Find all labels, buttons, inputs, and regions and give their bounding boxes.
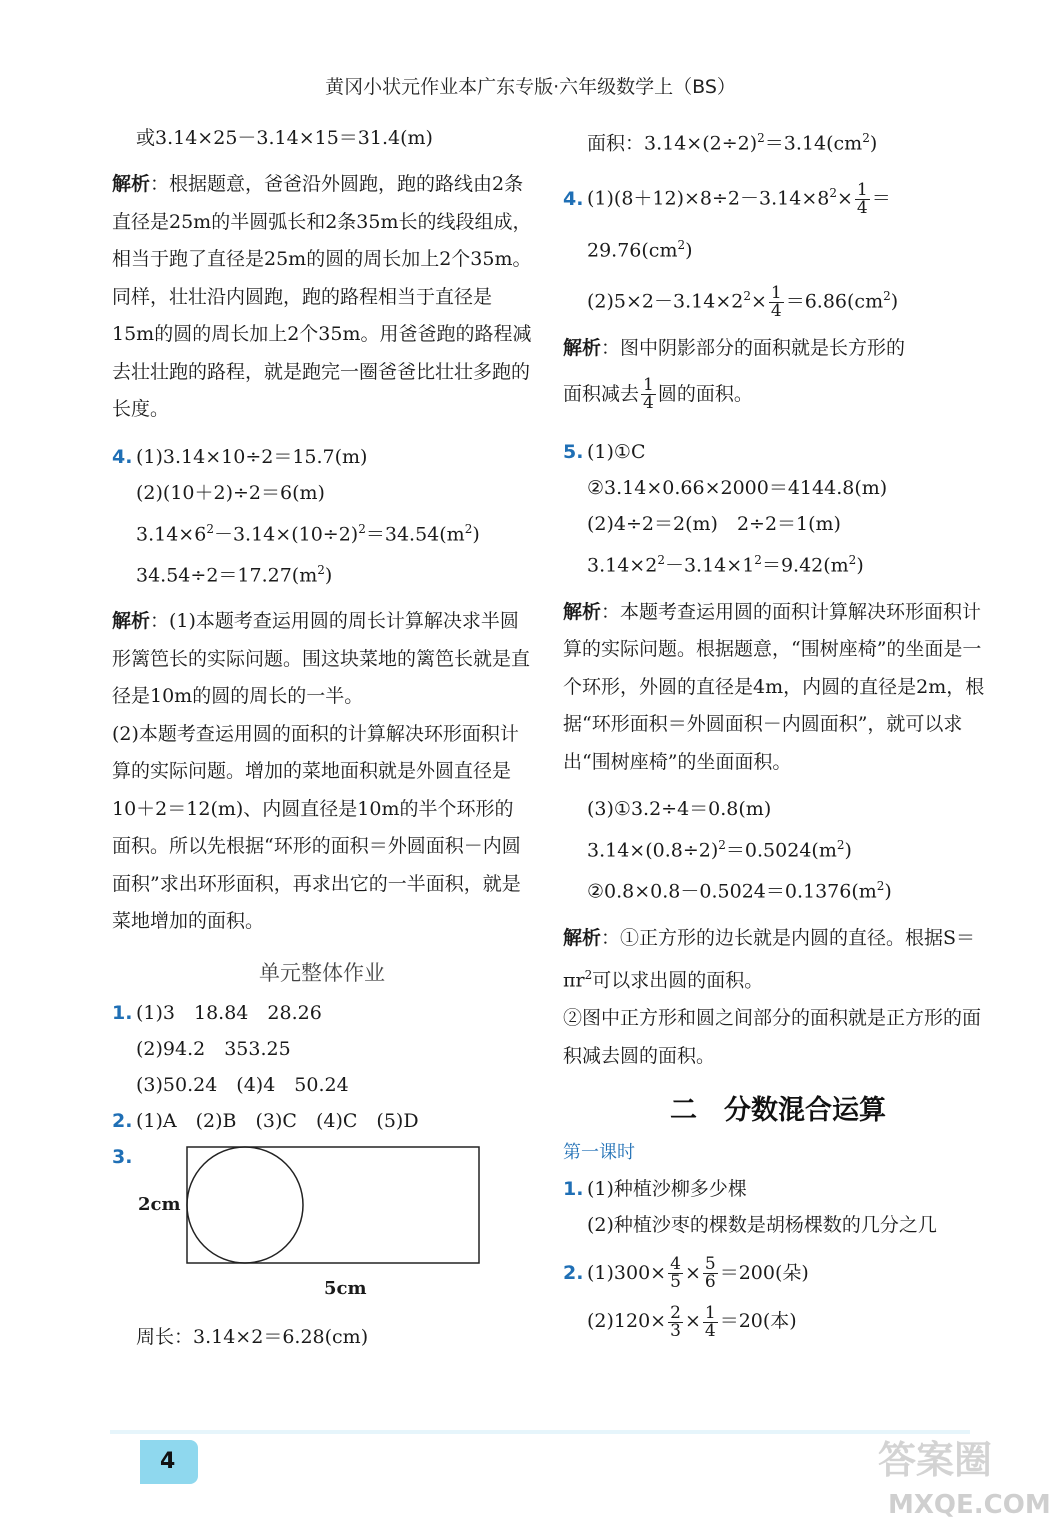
analysis-paragraph: 解析：①正方形的边长就是内圆的直径。根据$S=\pi r^2$可以求出圆的面积。	[563, 926, 976, 992]
width-label: 5cm	[324, 1277, 367, 1299]
question-4: 4. $(1)(8+12)\times 8\div 2-3.14\times 8^2\times$ $\frac{1}{4}$ ＝	[563, 180, 891, 219]
fraction: $\frac{1}{4}$	[643, 375, 654, 414]
question-4	[112, 439, 532, 475]
fraction: $\frac{1}{4}$	[704, 1302, 716, 1341]
circle-shape	[187, 1147, 303, 1263]
question-number: 5.	[563, 441, 584, 464]
answer-line: 面积：$3.14\times(2\div 2)^2=3.14(cm^2)$	[587, 131, 878, 155]
analysis-label: 解析	[112, 173, 151, 195]
question-number: 1.	[112, 1001, 133, 1024]
chapter-title: 二 分数混合运算	[670, 1095, 886, 1127]
rectangle-circle-figure	[112, 1139, 532, 1319]
answer-line: ②3.14×0.66×2000＝4144.8(m)	[587, 477, 888, 500]
answer-line: (3)①3.2÷4＝0.8(m)	[587, 798, 772, 821]
page-number: 4	[160, 1449, 176, 1474]
analysis-text: ：(1)本题考查运用圆的周长计算解决求半圆形篱笆长的实际问题。围这块菜地的篱笆长就是直径是10m的圆的周长的一半。	[112, 610, 531, 708]
answer-line: (1)3.14×10÷2＝15.7(m)	[136, 445, 368, 468]
answer-line: $3.14\times 2^2-3.14\times 1^2=9.42(m^2)$	[587, 553, 864, 577]
answer-line: (1)A (2)B (3)C (4)C (5)D	[136, 1109, 419, 1132]
analysis-label: 解析	[563, 337, 602, 360]
fraction: $\frac{1}{4}$	[856, 180, 868, 219]
question-1	[563, 1171, 993, 1207]
question-number: 2.	[112, 1109, 133, 1132]
analysis-paragraph	[112, 603, 532, 716]
analysis-text: ②图中正方形和圆之间部分的面积就是正方形的面积减去圆的面积。	[563, 1007, 982, 1067]
analysis-paragraph: 解析：图中阴影部分的面积就是长方形的	[563, 337, 906, 360]
question-number: 4.	[563, 187, 584, 210]
question-number: 2.	[563, 1261, 584, 1284]
answer-line: (1)3 18.84 28.26	[136, 1001, 322, 1024]
watermark-url: MXQE.COM	[888, 1490, 1051, 1520]
analysis-text: ：根据题意，爸爸沿外圆跑，跑的路线由2条直径是25m的半圆弧长和2条35m长的线段组成，相当于跑了直径是25m的圆的周长加上2个35m。同样，壮壮沿内圆跑，跑的路程相当于直径是15m的圆的周长加上2个35m。用爸爸跑的路程减去壮壮跑的路程，就是跑完一圈爸爸比壮壮多跑的长度。	[112, 173, 532, 420]
question-2: 2. (1)300× $\frac{4}{5}$ × $\frac{5}{6}$ ＝200(朵)	[563, 1254, 809, 1293]
analysis-text: ：本题考查运用圆的面积计算解决环形面积计算的实际问题。根据题意，“围树座椅”的坐面是一个环形，外圆的直径是4m，内圆的直径是2m，根据“环形面积＝外圆面积－内圆面积”，就可以求出“围树座椅”的坐面面积。	[563, 600, 985, 773]
answer-line: 或3.14×25－3.14×15＝31.4(m)	[136, 127, 433, 149]
analysis-label: 解析	[112, 610, 151, 633]
rectangle-shape	[187, 1147, 479, 1263]
answer-line: $34.54\div 2=17.27(m^2)$	[136, 562, 333, 587]
page-header: 黄冈小状元作业本广东专版·六年级数学上（BS）	[325, 76, 736, 98]
fraction: $\frac{4}{5}$	[670, 1254, 681, 1293]
fraction: $\frac{1}{4}$	[770, 283, 782, 322]
answer-line: (2)4÷2＝2(m) 2÷2＝1(m)	[587, 513, 841, 536]
answer-line: $3.14\times(0.8\div 2)^2=0.5024(m^2)$	[587, 838, 852, 862]
answer-line: $29.76(cm^2)$	[587, 238, 693, 262]
question-5	[563, 434, 993, 470]
fraction: $\frac{2}{3}$	[670, 1302, 681, 1341]
analysis-paragraph	[112, 166, 532, 429]
answer-line: $②0.8\times 0.8-0.5024=0.1376(m^2)$	[587, 879, 892, 903]
answer-line: (2)94.2 353.25	[136, 1037, 291, 1060]
left-column	[112, 120, 532, 1355]
watermark-logo: 答案圈	[878, 1438, 993, 1482]
question-3-diagram	[112, 1139, 532, 1319]
answer-line: (1)①C	[587, 441, 646, 464]
analysis-text: (2)本题考查运用圆的面积的计算解决环形面积计算的实际问题。增加的菜地面积就是外圆直径是10＋2＝12(m)、内圆直径是10m的半个环形的面积。所以先根据“环形的面积＝外圆面积－内圆面积”求出环形面积，再求出它的一半面积，就是菜地增加的面积。	[112, 722, 521, 933]
answer-line: $(2)5\times 2-3.14\times 2^2\times$ $\frac{1}{4}$ $=6.86(cm^2)$	[587, 283, 899, 322]
section-title: 单元整体作业	[259, 960, 385, 985]
answer-line: (2)(10＋2)÷2＝6(m)	[136, 481, 325, 504]
answer-line: (2)120× $\frac{2}{3}$ × $\frac{1}{4}$ ＝20(本)	[587, 1302, 797, 1341]
answer-line: (2)种植沙枣的棵数是胡杨棵数的几分之几	[587, 1214, 937, 1237]
question-1	[112, 995, 532, 1031]
question-2	[112, 1103, 532, 1139]
answer-line: $3.14\times 6^2-3.14\times(10\div 2)^2=34.54(m^2)$	[136, 521, 480, 545]
analysis-label: 解析	[563, 600, 602, 623]
answer-line: (1)种植沙柳多少棵	[587, 1178, 747, 1201]
answer-line: (3)50.24 (4)4 50.24	[136, 1073, 349, 1096]
lesson-title: 第一课时	[563, 1142, 635, 1164]
answer-line: 周长：3.14×2＝6.28(cm)	[136, 1325, 369, 1348]
fraction: $\frac{5}{6}$	[704, 1254, 716, 1293]
question-number: 1.	[563, 1178, 584, 1201]
analysis-text: 面积减去 $\frac{1}{4}$ 圆的面积。	[563, 375, 753, 414]
analysis-paragraph	[563, 594, 993, 782]
question-number: 3.	[112, 1145, 133, 1168]
footer-band	[110, 1430, 970, 1434]
question-number: 4.	[112, 445, 133, 468]
analysis-label: 解析	[563, 926, 602, 949]
height-label: 2cm	[138, 1193, 181, 1215]
right-column	[563, 120, 993, 1340]
